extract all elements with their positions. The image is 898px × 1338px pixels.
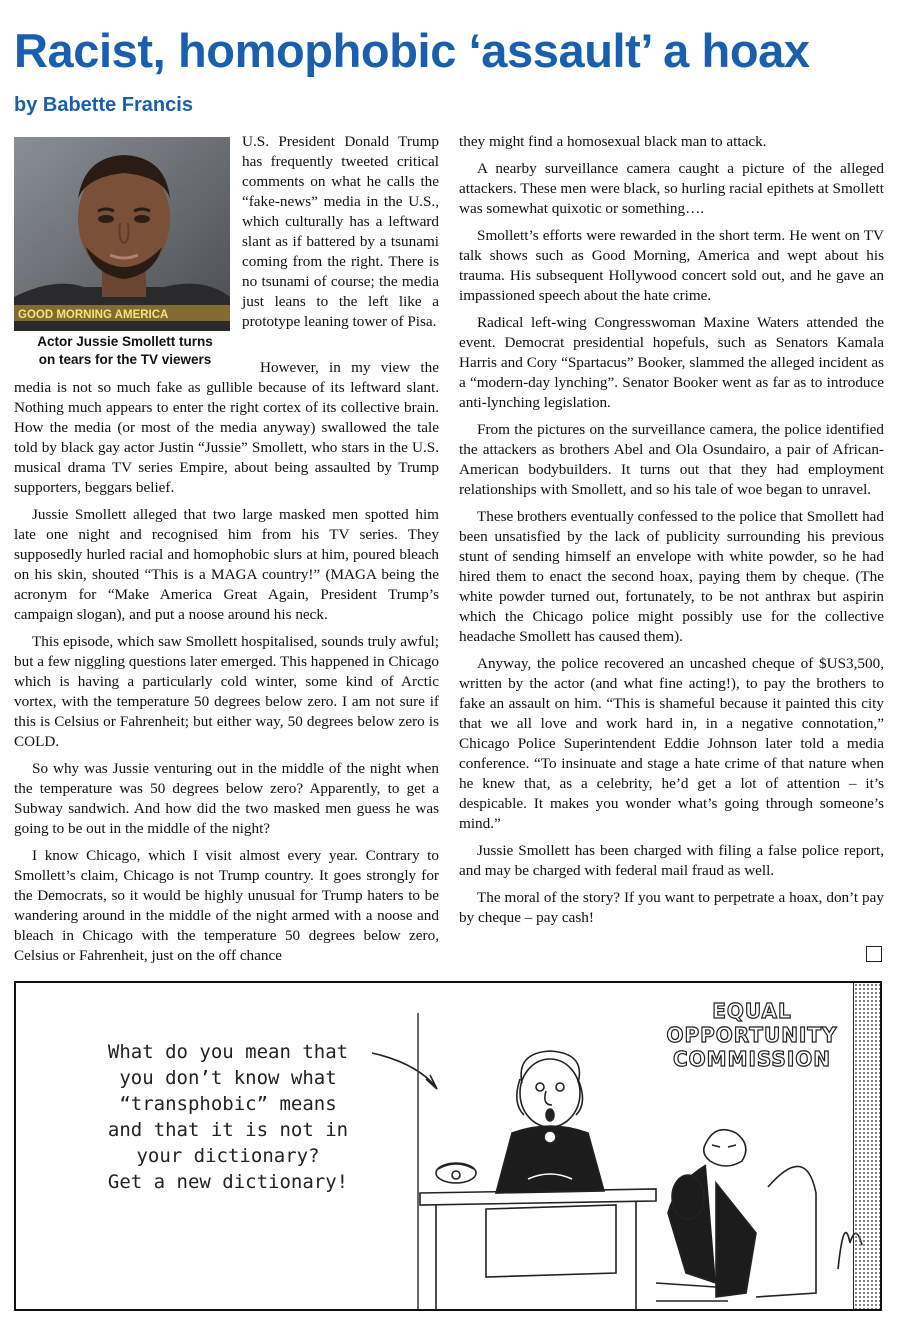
sign-line: COMMISSION: [672, 1047, 832, 1071]
cartoon-caption-line: and that it is not in: [107, 1119, 349, 1141]
paragraph: I know Chicago, which I visit almost every year. Contrary to Smollett’s claim, Chicago is not Trump country. It goes strongly for the Democrats, so it would be highly unusual for Trump haters to be wandering around in the middle of the night armed with a noose and bleach in Chicago with the temperature 50 degrees below zero, Celsius or Fahrenheit, just on the off chance: [14, 847, 439, 964]
cartoon-caption-line: “transphobic” means: [119, 1093, 337, 1115]
cartoon-caption-line: What do you mean that: [107, 1041, 349, 1063]
paragraph: U.S. President Donald Trump has frequently tweeted critical comments on what he calls the “fake-news” media in the U.S., which culturally has a leftward slant as if battered by a tsunami coming from the right. There is no tsunami of course; the media just leans to the left like a prototype leaning tower of Pisa.: [242, 133, 439, 330]
article-column-2: [459, 132, 884, 935]
paragraph: Smollett’s efforts were rewarded in the short term. He went on TV talk shows such as Good Morning, America and wept about his trauma. His subsequent Hollywood concert sold out, and he gave an impassioned speech about the hate crime.: [459, 227, 884, 304]
commission-sign: [652, 999, 852, 1071]
paragraph: they might find a homosexual black man to attack.: [459, 133, 767, 150]
actor-photo: [14, 137, 230, 331]
photo-caption-line: on tears for the TV viewers: [38, 352, 212, 367]
headline: Racist, homophobic ‘assault’ a hoax: [14, 24, 810, 77]
paragraph: So why was Jussie venturing out in the middle of the night when the temperature was 50 degrees below zero? Apparently, to get a Subway sandwich. And how did the two masked men guess he was going to be out in the middle of the night?: [14, 760, 439, 837]
paragraph: Jussie Smollett alleged that two large masked men spotted him late one night and recognised him from his TV series. They supposedly hurled racial and homophobic slurs at him, poured bleach on his skin, shouted “This is a MAGA country!” (MAGA being the acronym for “Make America Great Again, President Trump’s campaign slogan), and put a noose around his neck.: [14, 506, 439, 623]
paragraph: The moral of the story? If you want to perpetrate a hoax, don’t pay by cheque – pay cash!: [459, 889, 884, 926]
cartoon-caption: [88, 1039, 368, 1195]
sign-line: EQUAL: [712, 999, 792, 1023]
photo-overlay-text: GOOD MORNING AMERICA: [18, 309, 169, 321]
byline: by Babette Francis: [14, 94, 193, 116]
paragraph: A nearby surveillance camera caught a picture of the alleged attackers. These men were black, so hurling racial epithets at Smollett was somewhat quixotic or something….: [459, 160, 884, 217]
article-column-1: [14, 358, 439, 973]
paragraph: Radical left-wing Congresswoman Maxine Waters attended the event. Democrat presidential hopefuls, such as Senators Kamala Harris and Cory “Spartacus” Booker, slammed the alleged incident as a “modern-day lynching”. Senator Booker went as far as to introduce anti-lynching legislation.: [459, 314, 884, 411]
actor-photo-illustration: [14, 137, 230, 331]
cartoon: [14, 981, 882, 1311]
cartoon-caption-line: your dictionary?: [136, 1145, 320, 1167]
article-intro: [242, 132, 439, 339]
end-of-article-mark: [866, 946, 882, 962]
cartoon-stipple-border: [853, 983, 880, 1309]
paragraph: This episode, which saw Smollett hospitalised, sounds truly awful; but a few niggling questions later emerged. This happened in Chicago which is having a particularly cold winter, some kind of Arctic vortex, with the temperature 50 degrees below zero. I am not sure if this is Celsius or Fahrenheit; but either way, 50 degrees below zero is COLD.: [14, 633, 440, 750]
paragraph: However, in my view the media is not so much fake as gullible because of its leftward slant. Nothing much appears to enter the right cortex of its collective brain. How the media (or most of the media anyway) swallowed the tale told by black gay actor Justin “Jussie” Smollett, who stars in the U.S. musical drama TV series Empire, about being assaulted by Trump supporters, beggars belief.: [14, 359, 439, 496]
cartoon-caption-line: you don’t know what: [119, 1067, 337, 1089]
paragraph: These brothers eventually confessed to the police that Smollett had been unsatisfied by the lack of publicity surrounding his previous stunt of sending himself an envelope with white powder, so he had hired them to enact the second hoax, paying them by cheque. (The white powder turned out, fortunately, to be not anthrax but aspirin which the Chicago police might possibly use for the collective headache Smollett has caused them).: [459, 508, 884, 645]
sign-line: OPPORTUNITY: [666, 1023, 838, 1047]
cartoon-caption-line: Get a new dictionary!: [107, 1171, 349, 1193]
paragraph: Anyway, the police recovered an uncashed cheque of $US3,500, written by the actor (and what fine acting!), to pay the brothers to fake an assault on him. “This is shameful because it painted this city that we all love and work hard in, in a negative connotation,” Chicago Police Superintendent Eddie Johnson later told a media conference. “To insinuate and stage a hate crime of that nature when he knew that, as a celebrity, he’d get a lot of attention – it’s despicable. It makes you wonder what’s going through someone’s mind.”: [459, 655, 884, 832]
paragraph: Jussie Smollett has been charged with filing a false police report, and may be charged with federal mail fraud as well.: [459, 842, 884, 879]
paragraph: From the pictures on the surveillance camera, the police identified the attackers as brothers Abel and Ola Osundairo, a pair of African-American bodybuilders. It turns out that they had employment relationships with Smollett, and so his tale of woe began to unravel.: [459, 421, 884, 498]
photo-caption-line: Actor Jussie Smollett turns: [37, 334, 213, 349]
